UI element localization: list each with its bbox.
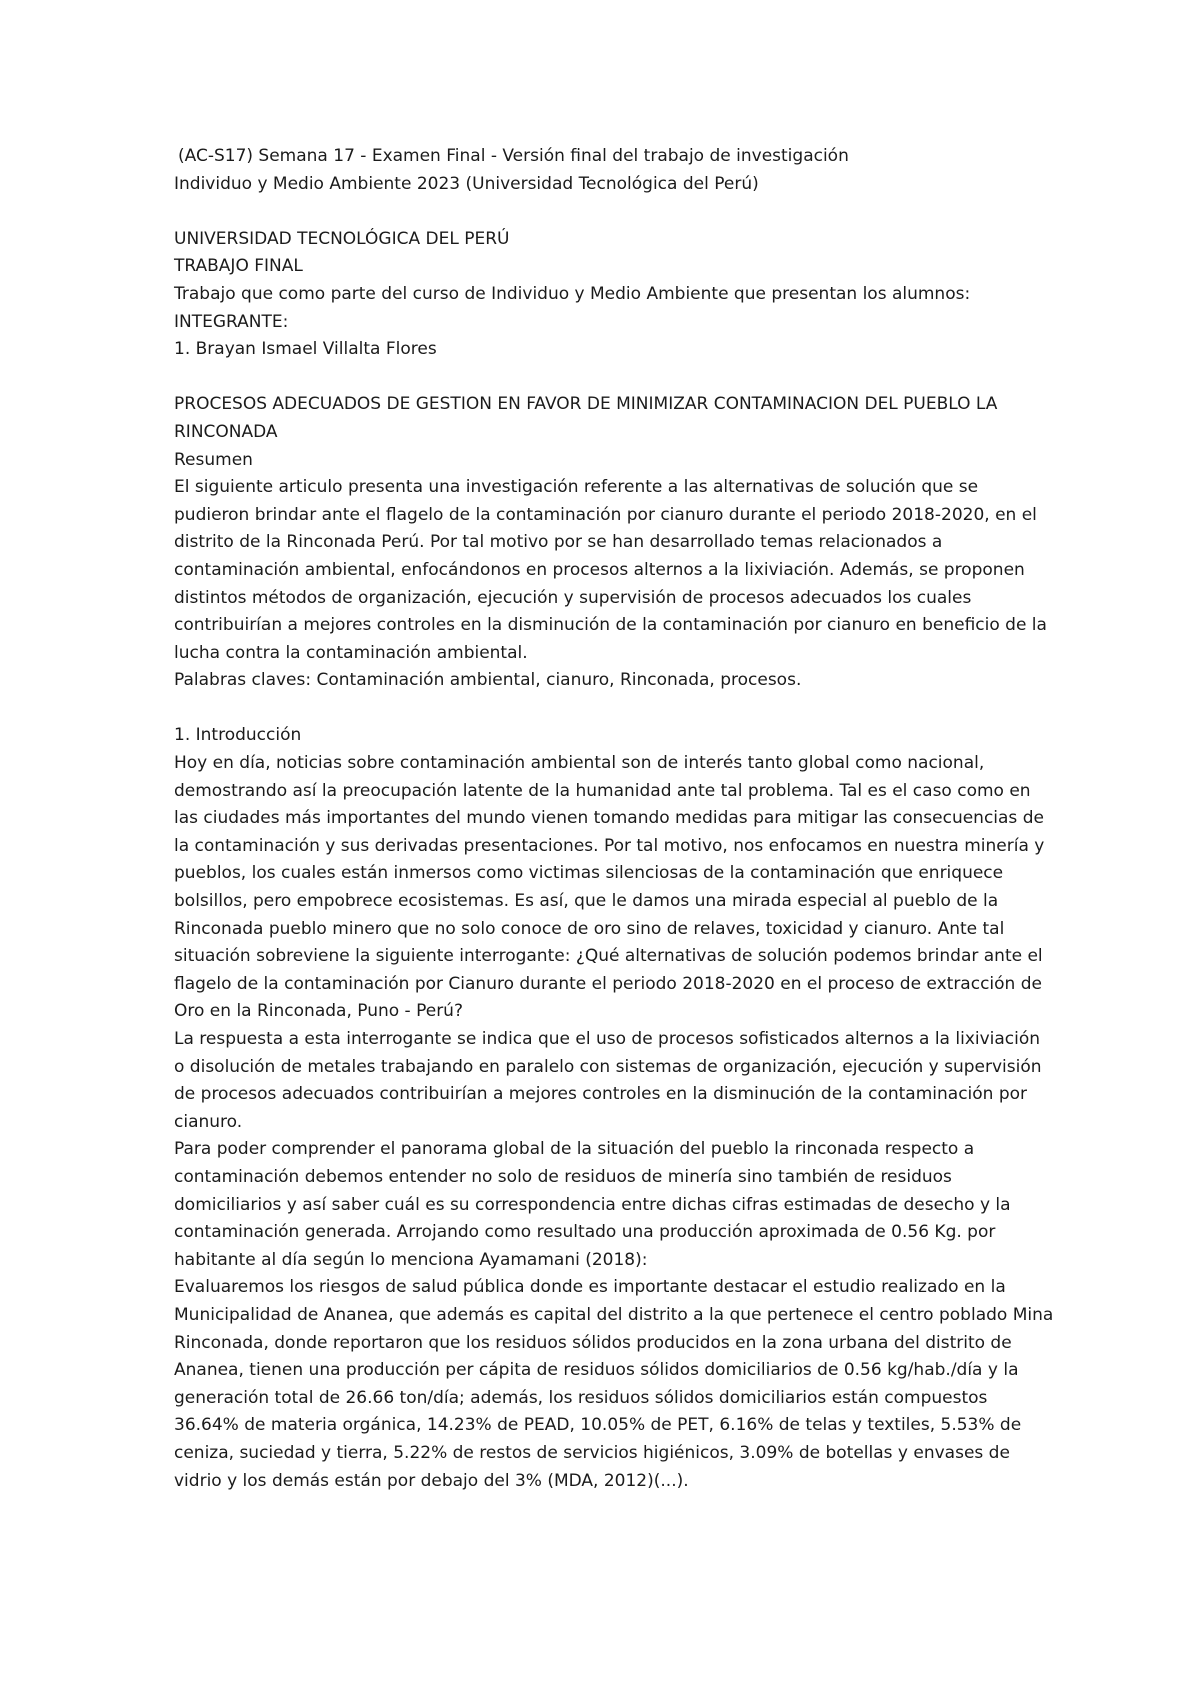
abstract-text: El siguiente articulo presenta una investigación referente a las alternativas de solución que se pudieron brindar ante el flagelo de la contaminación por cianuro durante el periodo 2018-2020, en el distrito de la Rinconada Perú. Por tal motivo por se han desarrollado temas relacionados a contaminación ambiental, enfocándonos en procesos alternos a la lixiviación. Además, se proponen distintos métodos de organización, ejecución y supervisión de procesos adecuados los cuales contribuirían a mejores controles en la disminución de la contaminación por cianuro en beneficio de la lucha contra la contaminación ambiental. [174, 477, 1047, 663]
intro-paragraph-2: La respuesta a esta interrogante se indica que el uso de procesos sofisticados alternos a la lixiviación o disolución de metales trabajando en paralelo con sistemas de organización, ejecución y supervisión de procesos adecuados contribuirían a mejores controles en la disminución de la contaminación por cianuro. [174, 1029, 1042, 1132]
spacer [174, 695, 1054, 723]
document-page [174, 143, 1054, 1495]
abstract-heading: Resumen [174, 449, 253, 470]
section-heading: 1. Introducción [174, 725, 302, 746]
document-header-line-2: Individuo y Medio Ambiente 2023 (Universidad Tecnológica del Perú) [174, 173, 759, 194]
presentation-text: Trabajo que como parte del curso de Individuo y Medio Ambiente que presentan los alumnos: [174, 283, 971, 304]
intro-paragraph-1: Hoy en día, noticias sobre contaminación ambiental son de interés tanto global como nacional, demostrando así la preocupación latente de la humanidad ante tal problema. Tal es el caso como en las ciudades más importantes del mundo vienen tomando medidas para mitigar las consecuencias de la contaminación y sus derivadas presentaciones. Por tal motivo, nos enfocamos en nuestra minería y pueblos, los cuales están inmersos como victimas silenciosas de la contaminación que enriquece bolsillos, pero empobrece ecosistemas. Es así, que le damos una mirada especial al pueblo de la Rinconada pueblo minero que no solo conoce de oro sino de relaves, toxicidad y cianuro. Ante tal situación sobreviene la siguiente interrogante: ¿Qué alternativas de solución podemos brindar ante el flagelo de la contaminación por Cianuro durante el periodo 2018-2020 en el proceso de extracción de Oro en la Rinconada, Puno - Perú? [174, 753, 1045, 1022]
member-item: 1. Brayan Ismael Villalta Flores [174, 339, 437, 360]
members-label: INTEGRANTE: [174, 311, 289, 332]
intro-paragraph-3: Para poder comprender el panorama global de la situación del pueblo la rinconada respecto a contaminación debemos entender no solo de residuos de minería sino también de residuos domiciliarios y así saber cuál es su correspondencia entre dichas cifras estimadas de desecho y la contaminación generada. Arrojando como resultado una producción aproximada de 0.56 Kg. por habitante al día según lo menciona Ayamamani (2018): [174, 1139, 1011, 1270]
work-type: TRABAJO FINAL [174, 256, 303, 277]
spacer [174, 364, 1054, 392]
university-name: UNIVERSIDAD TECNOLÓGICA DEL PERÚ [174, 228, 510, 249]
article-title: PROCESOS ADECUADOS DE GESTION EN FAVOR DE MINIMIZAR CONTAMINACION DEL PUEBLO LA RINCONADA [174, 394, 998, 442]
keywords: Palabras claves: Contaminación ambiental, cianuro, Rinconada, procesos. [174, 670, 802, 691]
document-header-line-1: (AC-S17) Semana 17 - Examen Final - Versión final del trabajo de investigación [178, 146, 849, 166]
intro-paragraph-4: Evaluaremos los riesgos de salud pública donde es importante destacar el estudio realizado en la Municipalidad de Ananea, que además es capital del distrito a la que pertenece el centro poblado Mina Rinconada, donde reportaron que los residuos sólidos producidos en la zona urbana del distrito de Ananea, tienen una producción per cápita de residuos sólidos domiciliarios de 0.56 kg/hab./día y la generación total de 26.66 ton/día; además, los residuos sólidos domiciliarios están compuestos 36.64% de materia orgánica, 14.23% de PEAD, 10.05% de PET, 6.16% de telas y textiles, 5.53% de ceniza, suciedad y tierra, 5.22% de restos de servicios higiénicos, 3.09% de botellas y envases de vidrio y los demás están por debajo del 3% (MDA, 2012)(...). [174, 1277, 1054, 1491]
spacer [174, 198, 1054, 226]
